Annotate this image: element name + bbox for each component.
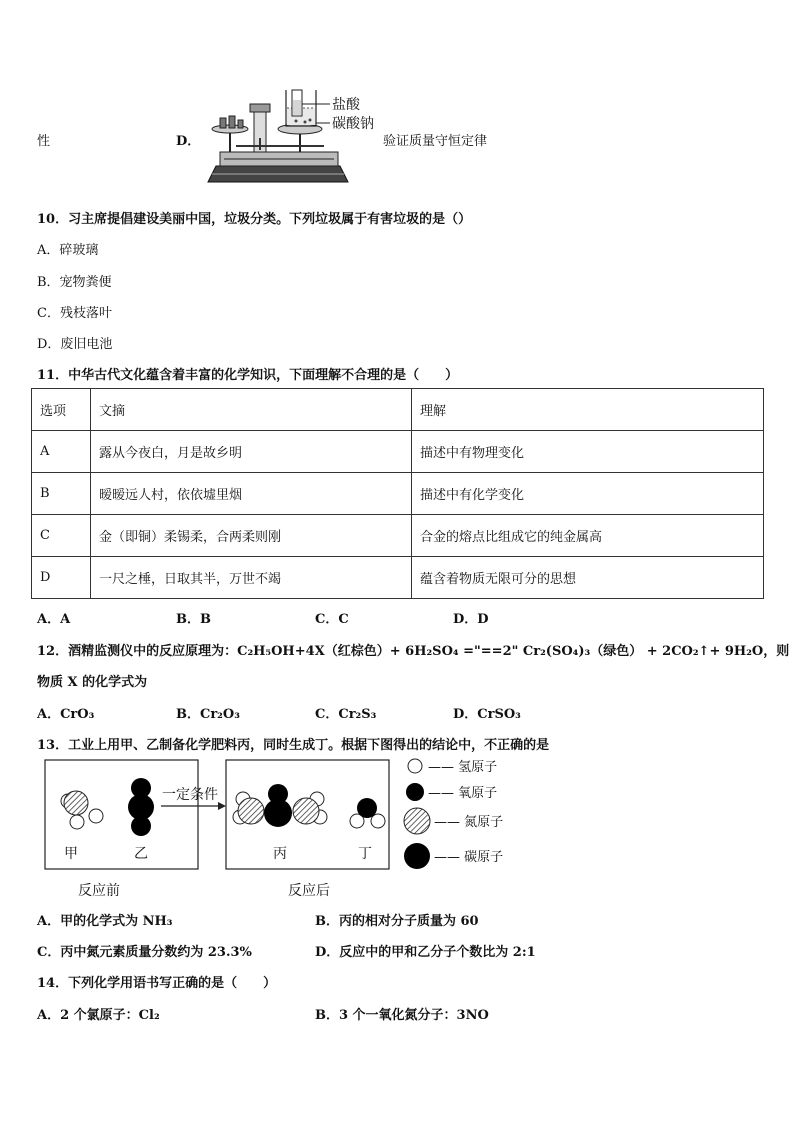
legend-hydrogen-icon (408, 759, 422, 773)
legend-carbon-icon (404, 843, 430, 869)
label-jia: 甲 (64, 846, 78, 862)
table-row (32, 473, 764, 515)
label-ding: 丁 (358, 846, 372, 862)
table-cell: 描述中有物理变化 (412, 431, 764, 473)
q12-option-c: C．Cr₂S₃ (315, 707, 377, 722)
q11-option-d: D．D (453, 612, 489, 627)
table-cell: 暧暧远人村，依依墟里烟 (91, 473, 412, 515)
q14-option-a: A．2 个氯原子：Cl₂ (37, 1008, 160, 1023)
q13-stem: 13．工业上用甲、乙制备化学肥料丙，同时生成丁。根据下图得出的结论中，不正确的是 (37, 738, 550, 753)
label-yi: 乙 (134, 846, 148, 862)
caption-before: 反应前 (78, 883, 120, 899)
nitrogen-atom (64, 791, 88, 815)
oxygen-atom (131, 816, 151, 836)
legend-nitrogen: —— 氮原子 (434, 815, 504, 830)
caption-text: 验证质量守恒定律 (383, 134, 488, 149)
q12-option-b: B．Cr₂O₃ (176, 707, 240, 722)
arrow-head-icon (218, 802, 226, 810)
q13-option-b: B．丙的相对分子质量为 60 (315, 914, 479, 929)
option-d-label: D． (176, 134, 201, 149)
weight-icon (220, 118, 226, 128)
table-cell: B (32, 473, 91, 515)
q13-option-a: A．甲的化学式为 NH₃ (37, 914, 173, 929)
table-row (32, 431, 764, 473)
q11-stem: 11．中华古代文化蕴含着丰富的化学知识，下面理解不合理的是（ ） (37, 368, 459, 383)
legend-hydrogen: —— 氢原子 (428, 760, 498, 775)
table-header-cell: 文摘 (91, 389, 412, 431)
table-cell: 金（即铜）柔锡柔，合两柔则刚 (91, 515, 412, 557)
q13-option-d: D．反应中的甲和乙分子个数比为 2:1 (315, 945, 536, 960)
q10-option-b: B．宠物粪便 (37, 275, 112, 290)
table-cell: D (32, 557, 91, 599)
table-header-cell: 选项 (32, 389, 91, 431)
q12-equation: C₂H₅OH+4X（红棕色）+ 6H₂SO₄ ="==2" Cr₂(SO₄)₃（绿色） + 2CO₂↑+ 9H₂O，则 (237, 644, 790, 659)
table-cell: 描述中有化学变化 (412, 473, 764, 515)
hydrogen-atom (371, 814, 385, 828)
q11-option-a: A．A (37, 612, 71, 627)
reaction-condition: 一定条件 (162, 787, 218, 803)
q11-table (31, 388, 764, 599)
q12-option-d: D．CrSO₃ (453, 707, 521, 722)
label-bing: 丙 (273, 846, 287, 862)
q10-option-c: C．残枝落叶 (37, 306, 112, 321)
weight-icon (229, 116, 235, 128)
legend-nitrogen-icon (404, 808, 430, 834)
q12-option-a: A．CrO₃ (37, 707, 95, 722)
balance-illustration (200, 82, 385, 188)
beaker-label-na2co3: 碳酸钠 (332, 116, 374, 132)
q14-stem: 14．下列化学用语书写正确的是（ ） (37, 976, 277, 991)
table-cell: 合金的熔点比组成它的纯金属高 (412, 515, 764, 557)
q12-stem-prefix: 12．酒精监测仪中的反应原理为： (37, 644, 238, 659)
table-cell: 蕴含着物质无限可分的思想 (412, 557, 764, 599)
nitrogen-atom (293, 798, 319, 824)
q13-option-c: C．丙中氮元素质量分数约为 23.3% (37, 945, 252, 960)
hydrogen-atom (70, 815, 84, 829)
hydrogen-atom (89, 809, 103, 823)
q12-stem-line1 (37, 640, 789, 659)
q11-option-c: C．C (315, 612, 349, 627)
beaker-label-hcl: 盐酸 (332, 97, 360, 113)
q10-stem: 10．习主席提倡建设美丽中国，垃圾分类。下列垃圾属于有害垃圾的是（） (37, 212, 472, 227)
q11-option-b: B．B (176, 612, 211, 627)
q10-option-a: A．碎玻璃 (37, 243, 99, 258)
table-row (32, 557, 764, 599)
table-cell: 一尺之棰，日取其半，万世不竭 (91, 557, 412, 599)
table-cell: 露从今夜白，月是故乡明 (91, 431, 412, 473)
oxygen-atom (357, 798, 377, 818)
table-cell: C (32, 515, 91, 557)
reaction-diagram (40, 755, 520, 905)
caption-after: 反应后 (288, 883, 330, 899)
q14-option-b: B．3 个一氧化氮分子：3NO (315, 1008, 489, 1023)
weight-icon (238, 120, 243, 128)
table-header-row (32, 389, 764, 431)
carbon-atom (264, 799, 292, 827)
q12-stem-line2: 物质 X 的化学式为 (37, 675, 148, 690)
legend-oxygen: —— 氧原子 (428, 786, 498, 801)
table-row (32, 515, 764, 557)
fragment-text: 性 (37, 134, 51, 149)
q10-option-d: D．废旧电池 (37, 337, 113, 352)
nitrogen-atom (238, 798, 264, 824)
legend-oxygen-icon (406, 783, 424, 801)
table-cell: A (32, 431, 91, 473)
legend-carbon: —— 碳原子 (434, 850, 504, 865)
table-header-cell: 理解 (412, 389, 764, 431)
